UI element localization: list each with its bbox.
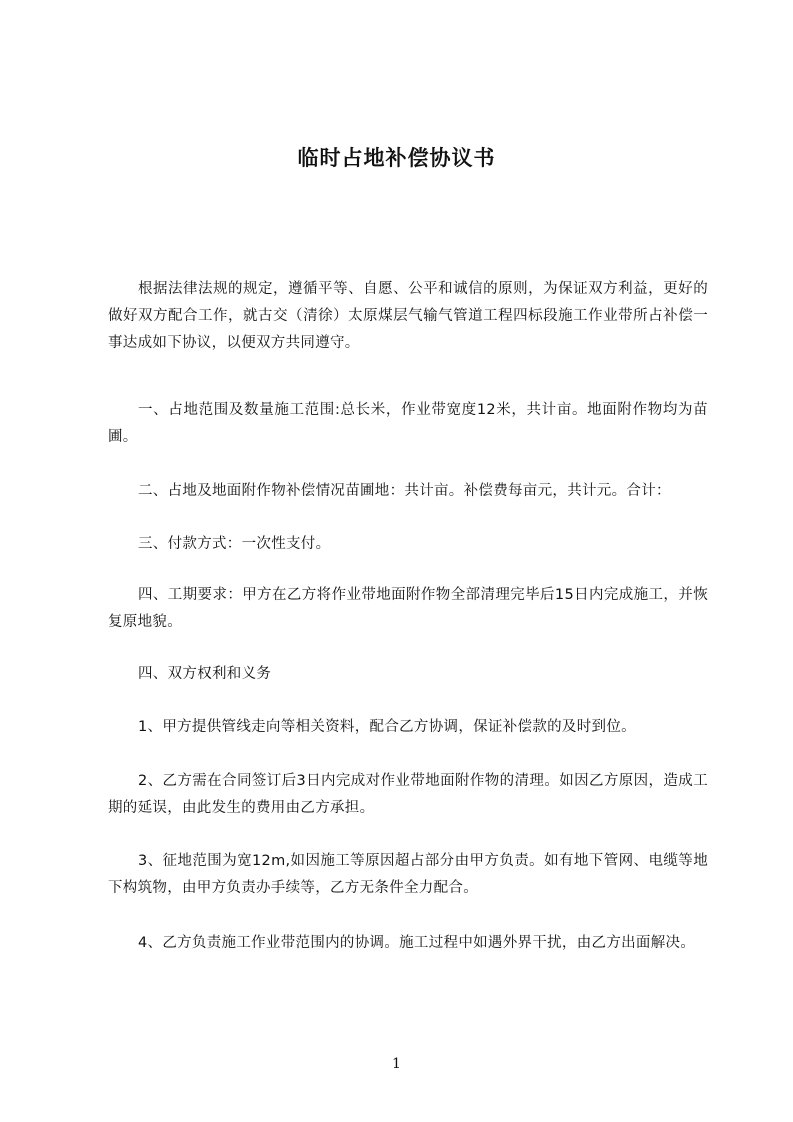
paragraph-payment-method: 三、付款方式：一次性支付。: [138, 536, 331, 552]
paragraph-clause-1: 1、甲方提供管线走向等相关资料，配合乙方协调，保证补偿款的及时到位。: [138, 719, 636, 735]
page-number: 1: [392, 1056, 401, 1072]
paragraph-clause-4: 4、乙方负责施工作业带范围内的协调。施工过程中如遇外界干扰，由乙方出面解决。: [138, 935, 696, 951]
paragraph-clause-3: 3、征地范围为宽12m,如因施工等原因超占部分由甲方负责。如有地下管网、电缆等地下构筑物，由甲方负责办手续等，乙方无条件全力配合。: [108, 853, 708, 896]
paragraph-schedule: 四、工期要求：甲方在乙方将作业带地面附作物全部清理完毕后15日内完成施工，并恢复原地貌。: [108, 587, 708, 630]
paragraph-rights-heading: 四、双方权利和义务: [138, 666, 272, 682]
document-title: 临时占地补偿协议书: [297, 146, 496, 170]
paragraph-preamble: 根据法律法规的规定，遵循平等、自愿、公平和诚信的原则，为保证双方利益，更好的做好双方配合工作，就古交（清徐）太原煤层气输气管道工程四标段施工作业带所占补偿一事达成如下协议，以便双方共同遵守。: [108, 281, 708, 351]
paragraph-compensation: 二、占地及地面附作物补偿情况苗圃地：共计亩。补偿费每亩元，共计元。合计：: [138, 483, 671, 499]
paragraph-clause-2: 2、乙方需在合同签订后3日内完成对作业带地面附作物的清理。如因乙方原因，造成工期的延误，由此发生的费用由乙方承担。: [108, 773, 708, 816]
paragraph-land-scope: 一、占地范围及数量施工范围:总长米，作业带宽度12米，共计亩。地面附作物均为苗圃。: [108, 402, 708, 445]
